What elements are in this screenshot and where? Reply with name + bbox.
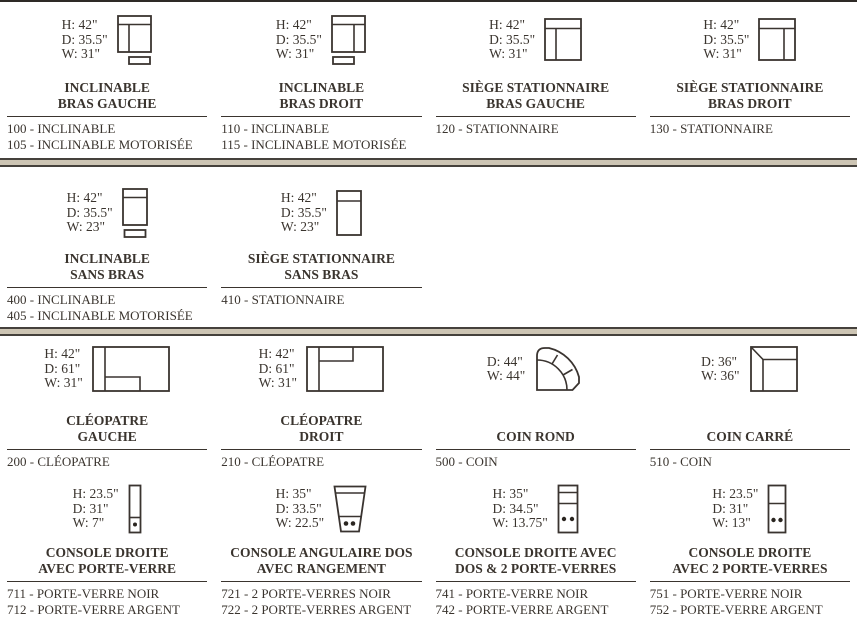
- sku-list: [650, 454, 850, 470]
- cleopatre-left-icon: [92, 346, 170, 392]
- product-cell: [643, 336, 857, 477]
- product-title: [650, 78, 850, 112]
- product-cell: [214, 477, 428, 630]
- product-cell: [0, 167, 214, 327]
- dim-line: D: 35.5": [703, 31, 750, 47]
- dim-line: W: 31": [703, 46, 742, 62]
- title-line: SIÈGE STATIONNAIRE: [676, 80, 824, 95]
- dim-line: H: 42": [258, 346, 295, 362]
- spec-area: [7, 481, 207, 537]
- console-2-cupholders-icon: [767, 484, 787, 534]
- title-line: CONSOLE DROITE AVEC: [454, 545, 617, 560]
- dim-line: W: 31": [489, 46, 528, 62]
- product-cell: [0, 336, 214, 477]
- sku-list: [221, 586, 421, 617]
- title-line: SANS BRAS: [70, 267, 145, 282]
- spec-area: [221, 481, 421, 537]
- dim-line: W: 31": [275, 46, 315, 62]
- dim-line: W: 31": [44, 375, 83, 391]
- title-rule: [7, 116, 207, 117]
- dim-line: W: 22.5": [275, 515, 325, 531]
- sku-list: [7, 586, 207, 617]
- section-armless-seats: [0, 167, 857, 327]
- spec-area: [436, 341, 636, 397]
- recliner-left-arm-icon: [117, 15, 153, 65]
- title-line: SIÈGE STATIONNAIRE: [462, 80, 610, 95]
- spec-area: [7, 8, 207, 72]
- dimensions: [276, 487, 325, 531]
- product-title: [7, 78, 207, 112]
- dim-line: D: 44": [486, 353, 523, 369]
- dimensions: [259, 347, 297, 391]
- product-title: [436, 411, 636, 445]
- title-line: CLÉOPATRE: [280, 413, 363, 428]
- round-corner-icon: [534, 345, 584, 393]
- sku-list: [7, 454, 207, 470]
- sku-item: 200 - CLÉOPATRE: [7, 454, 110, 469]
- dim-line: D: 36": [701, 353, 738, 369]
- title-line: CONSOLE DROITE: [45, 545, 169, 560]
- dim-line: D: 34.5": [492, 500, 539, 516]
- dimensions: [62, 18, 108, 62]
- title-rule: [436, 116, 636, 117]
- title-line: INCLINABLE: [278, 80, 365, 95]
- dim-line: W: 31": [61, 46, 100, 62]
- sku-list: [650, 586, 850, 617]
- dim-line: H: 23.5": [712, 486, 759, 502]
- title-line: COIN CARRÉ: [706, 429, 794, 444]
- product-title: [7, 411, 207, 445]
- console-cupholder-icon: [128, 484, 142, 534]
- recliner-armless-icon: [122, 188, 148, 238]
- title-rule: [650, 116, 850, 117]
- dim-line: D: 35.5": [275, 31, 322, 47]
- dim-line: W: 13": [712, 515, 751, 531]
- dim-line: W: 31": [258, 375, 298, 391]
- sku-item: 742 - PORTE-VERRE ARGENT: [435, 601, 609, 617]
- title-rule: [436, 581, 636, 582]
- console-back-2-cupholders-icon: [557, 484, 579, 534]
- sku-list: [221, 454, 421, 470]
- dim-line: D: 35.5": [489, 31, 536, 47]
- product-cell: [214, 2, 428, 158]
- recliner-right-arm-icon: [331, 15, 367, 65]
- dimensions: [492, 487, 547, 531]
- dim-line: W: 13.75": [492, 515, 548, 531]
- title-line: INCLINABLE: [64, 80, 150, 95]
- title-line: COIN ROND: [496, 429, 575, 444]
- product-title: [7, 249, 207, 283]
- dimensions: [73, 487, 119, 531]
- sku-item: 100 - INCLINABLE: [7, 121, 116, 136]
- title-line: BRAS DROIT: [279, 96, 364, 111]
- dim-line: H: 42": [489, 17, 525, 33]
- dim-line: H: 35": [275, 486, 312, 502]
- dimensions: [281, 191, 327, 235]
- sku-item: 751 - PORTE-VERRE NOIR: [649, 586, 803, 601]
- title-line: INCLINABLE: [64, 251, 150, 266]
- sku-item: 711 - PORTE-VERRE NOIR: [7, 586, 160, 601]
- dimensions: [703, 18, 749, 62]
- dim-line: H: 42": [44, 346, 81, 362]
- title-line: GAUCHE: [77, 429, 137, 444]
- dim-line: D: 33.5": [275, 500, 322, 516]
- title-rule: [221, 581, 421, 582]
- title-line: BRAS DROIT: [708, 96, 792, 111]
- dim-line: W: 44": [486, 368, 526, 383]
- title-line: DROIT: [299, 429, 344, 444]
- dim-line: W: 23": [66, 219, 105, 235]
- sku-item: 120 - STATIONNAIRE: [435, 121, 559, 136]
- product-title: [221, 543, 421, 577]
- dim-line: D: 35.5": [61, 31, 108, 47]
- product-title: [7, 543, 207, 577]
- sku-list: [7, 292, 207, 323]
- sku-item: 410 - STATIONNAIRE: [221, 292, 345, 307]
- title-line: CONSOLE DROITE: [688, 545, 812, 560]
- spec-area: [7, 341, 207, 397]
- spec-area: [7, 181, 207, 245]
- sku-item: 741 - PORTE-VERRE NOIR: [435, 586, 589, 601]
- title-line: AVEC 2 PORTE-VERRES: [672, 561, 828, 576]
- sku-item: 400 - INCLINABLE: [7, 292, 116, 307]
- product-cell: [429, 477, 643, 630]
- title-line: SANS BRAS: [284, 267, 359, 282]
- stationary-left-arm-icon: [544, 18, 582, 62]
- spec-area: [221, 181, 421, 245]
- dim-line: H: 42": [275, 17, 312, 33]
- stationary-armless-icon: [336, 190, 362, 236]
- section-consoles: [0, 477, 857, 630]
- sku-item: 721 - 2 PORTE-VERRES NOIR: [221, 586, 391, 601]
- sku-item: 130 - STATIONNAIRE: [649, 121, 773, 136]
- product-cell: [643, 2, 857, 158]
- spec-area: [221, 341, 421, 397]
- sku-item: 210 - CLÉOPATRE: [221, 454, 325, 469]
- product-cell: [643, 477, 857, 630]
- title-rule: [650, 449, 850, 450]
- spec-area: [221, 8, 421, 72]
- title-rule: [7, 581, 207, 582]
- stationary-right-arm-icon: [758, 18, 796, 62]
- product-cell: [429, 2, 643, 158]
- dim-line: D: 61": [44, 360, 81, 376]
- section-divider-bar: [0, 327, 857, 336]
- sku-item: 722 - 2 PORTE-VERRES ARGENT: [221, 601, 412, 617]
- product-cell: [0, 477, 214, 630]
- dim-line: D: 61": [258, 360, 295, 376]
- spec-area: [650, 481, 850, 537]
- section-divider-bar: [0, 158, 857, 167]
- dimensions: [67, 191, 113, 235]
- title-rule: [221, 116, 421, 117]
- title-line: AVEC PORTE-VERRE: [38, 561, 176, 576]
- sku-item: 115 - INCLINABLE MOTORISÉE: [221, 136, 407, 152]
- title-rule: [650, 581, 850, 582]
- product-cell: [214, 167, 428, 327]
- dimensions: [44, 347, 82, 391]
- sku-item: 510 - COIN: [649, 454, 712, 469]
- product-cell: [429, 336, 643, 477]
- dimensions: [712, 487, 758, 531]
- title-line: SIÈGE STATIONNAIRE: [247, 251, 395, 266]
- sku-item: 712 - PORTE-VERRE ARGENT: [7, 601, 180, 617]
- dim-line: H: 35": [492, 486, 529, 502]
- title-line: AVEC RANGEMENT: [256, 561, 386, 576]
- section-seats-with-arms: [0, 2, 857, 158]
- dim-line: W: 7": [72, 515, 105, 531]
- title-line: DOS & 2 PORTE-VERRES: [455, 561, 617, 576]
- dimensions: [276, 18, 322, 62]
- square-corner-icon: [749, 345, 799, 393]
- dimensions: [701, 355, 739, 384]
- cleopatre-right-icon: [306, 346, 384, 392]
- sku-list: [221, 121, 421, 152]
- title-rule: [221, 287, 421, 288]
- spec-area: [436, 8, 636, 72]
- sku-item: 500 - COIN: [435, 454, 498, 469]
- title-line: BRAS GAUCHE: [57, 96, 157, 111]
- section-cleopatre-corners: [0, 336, 857, 477]
- sku-list: [436, 454, 636, 470]
- sku-item: 405 - INCLINABLE MOTORISÉE: [7, 307, 193, 323]
- product-title: [436, 543, 636, 577]
- dimensions: [489, 18, 535, 62]
- dim-line: H: 42": [66, 190, 103, 206]
- title-rule: [7, 449, 207, 450]
- product-title: [436, 78, 636, 112]
- dim-line: H: 42": [703, 17, 740, 33]
- sku-item: 110 - INCLINABLE: [221, 121, 330, 136]
- product-title: [650, 411, 850, 445]
- sku-list: [650, 121, 850, 137]
- dim-line: D: 35.5": [280, 204, 327, 220]
- sku-list: [436, 586, 636, 617]
- product-cell: [214, 336, 428, 477]
- product-title: [650, 543, 850, 577]
- title-line: CONSOLE ANGULAIRE DOS: [230, 545, 413, 560]
- sku-list: [221, 292, 421, 308]
- title-rule: [436, 449, 636, 450]
- product-title: [221, 411, 421, 445]
- dimensions: [487, 355, 525, 384]
- product-cell: [0, 2, 214, 158]
- title-line: BRAS GAUCHE: [486, 96, 585, 111]
- spec-area: [650, 8, 850, 72]
- dim-line: H: 42": [280, 190, 317, 206]
- dim-line: D: 31": [72, 500, 109, 516]
- console-wedge-storage-icon: [333, 485, 367, 533]
- product-title: [221, 78, 421, 112]
- title-rule: [7, 287, 207, 288]
- dim-line: D: 31": [712, 500, 749, 516]
- spec-area: [436, 481, 636, 537]
- title-line: CLÉOPATRE: [66, 413, 149, 428]
- sku-item: 752 - PORTE-VERRE ARGENT: [649, 601, 823, 617]
- spec-area: [650, 341, 850, 397]
- dim-line: D: 35.5": [66, 204, 113, 220]
- sku-list: [436, 121, 636, 137]
- title-rule: [221, 449, 421, 450]
- dim-line: H: 42": [61, 17, 98, 33]
- sku-item: 105 - INCLINABLE MOTORISÉE: [7, 136, 193, 152]
- sku-list: [7, 121, 207, 152]
- product-title: [221, 249, 421, 283]
- dim-line: H: 23.5": [72, 486, 119, 502]
- dim-line: W: 36": [701, 368, 740, 383]
- dim-line: W: 23": [280, 219, 320, 235]
